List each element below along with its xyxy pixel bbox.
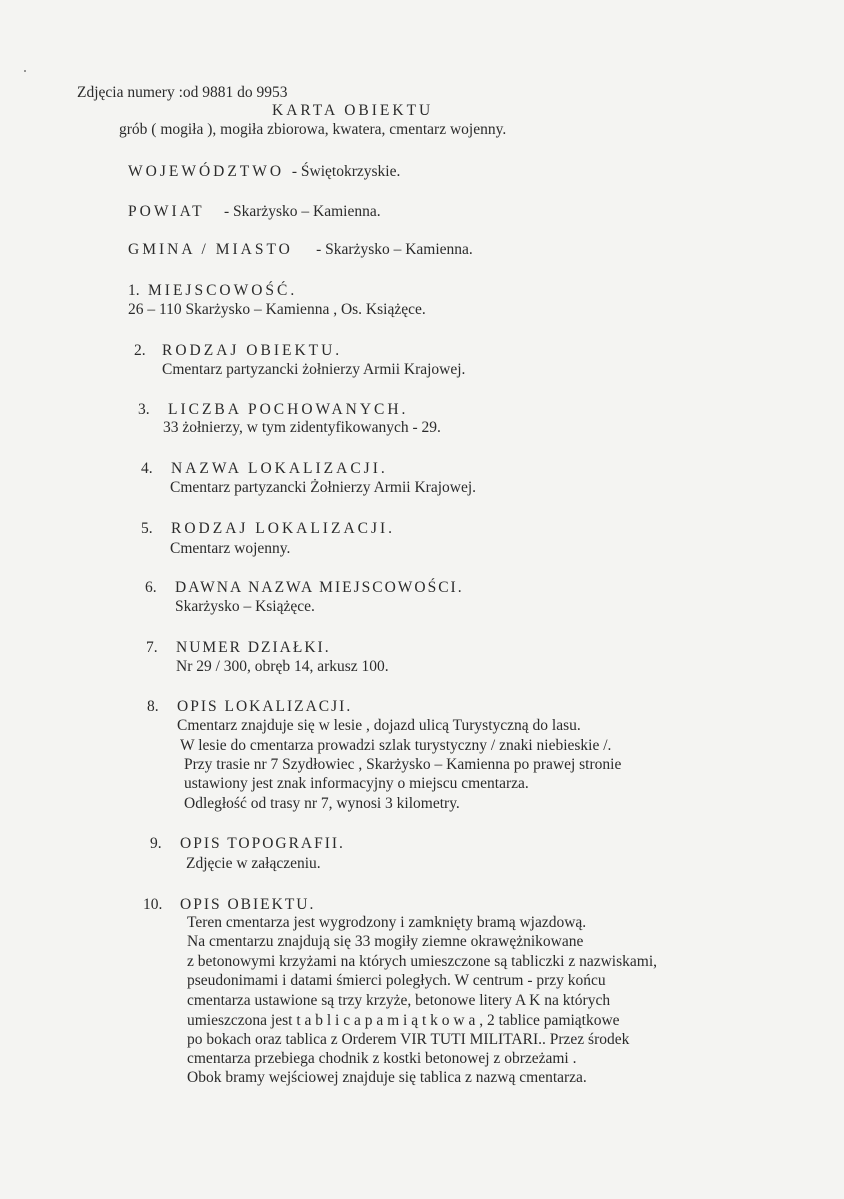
section-10-line-3: z betonowymi krzyżami na których umieszczone są tabliczki z nazwiskami, [187, 953, 657, 970]
county-label: POWIAT [128, 203, 205, 220]
section-6-number: 6. [145, 579, 157, 596]
section-6-title: DAWNA NAZWA MIEJSCOWOŚCI. [175, 579, 464, 596]
section-9-number: 9. [150, 835, 162, 852]
section-10-line-1: Teren cmentarza jest wygrodzony i zamknięty bramą wjazdową. [187, 914, 587, 931]
section-4-title: NAZWA LOKALIZACJI. [171, 460, 388, 477]
section-4-number: 4. [141, 460, 153, 477]
section-5-number: 5. [141, 520, 153, 537]
scan-speck [24, 70, 26, 72]
section-5-title: RODZAJ LOKALIZACJI. [171, 520, 396, 537]
section-7-line: Nr 29 / 300, obręb 14, arkusz 100. [176, 658, 389, 675]
section-8-line-1: Cmentarz znajduje się w lesie , dojazd ulicą Turystyczną do lasu. [177, 717, 581, 734]
voivodeship-label: WOJEWÓDZTWO [128, 163, 285, 180]
section-2-line: Cmentarz partyzancki żołnierzy Armii Krajowej. [162, 361, 466, 378]
section-10-line-9: Obok bramy wejściowej znajduje się tablica z nazwą cmentarza. [187, 1069, 587, 1086]
section-3-line: 33 żołnierzy, w tym zidentyfikowanych - 29. [163, 419, 441, 436]
section-8-line-3: Przy trasie nr 7 Szydłowiec , Skarżysko – Kamienna po prawej stronie [184, 756, 622, 773]
document-title: KARTA OBIEKTU [272, 102, 434, 119]
municipality-row [128, 241, 473, 259]
section-1-title: MIEJSCOWOŚĆ. [148, 282, 298, 299]
section-2-title: RODZAJ OBIEKTU. [162, 342, 343, 359]
municipality-value: - Skarżysko – Kamienna. [316, 241, 473, 258]
section-1-number: 1. [128, 282, 140, 299]
section-1-line: 26 – 110 Skarżysko – Kamienna , Os. Książęce. [128, 301, 426, 318]
section-4-heading [141, 460, 388, 478]
section-10-line-4: pseudonimami i datami śmierci poległych. W centrum - przy końcu [187, 972, 606, 989]
section-1-heading [128, 282, 297, 300]
section-9-title: OPIS TOPOGRAFII. [180, 835, 345, 852]
section-10-line-8: cmentarza przebiega chodnik z kostki betonowej z obrzeżami . [187, 1050, 577, 1067]
section-5-heading [141, 520, 395, 538]
section-7-number: 7. [146, 639, 158, 656]
county-value: - Skarżysko – Kamienna. [223, 203, 381, 220]
section-8-heading [147, 698, 352, 716]
municipality-label: GMINA / MIASTO [128, 241, 293, 258]
section-10-line-2: Na cmentarzu znajdują się 33 mogiły ziemne okrawężnikowane [187, 933, 584, 950]
section-8-number: 8. [147, 698, 159, 715]
document-subtitle: grób ( mogiła ), mogiła zbiorowa, kwatera, cmentarz wojenny. [119, 121, 507, 138]
section-6-line: Skarżysko – Książęce. [175, 598, 315, 615]
photo-numbers: Zdjęcia numery :od 9881 do 9953 [77, 84, 288, 101]
section-4-line: Cmentarz partyzancki Żołnierzy Armii Krajowej. [170, 479, 477, 496]
section-9-heading [150, 835, 345, 853]
section-3-title: LICZBA POCHOWANYCH. [168, 401, 409, 418]
section-8-title: OPIS LOKALIZACJI. [177, 698, 353, 715]
section-9-line: Zdjęcie w załączeniu. [186, 855, 321, 872]
section-8-line-2: W lesie do cmentarza prowadzi szlak turystyczny / znaki niebieskie /. [180, 737, 612, 754]
section-5-line: Cmentarz wojenny. [170, 540, 291, 557]
section-7-heading [146, 639, 331, 657]
section-3-heading [138, 401, 408, 419]
section-10-number: 10. [143, 896, 163, 913]
section-2-heading [134, 342, 342, 360]
section-3-number: 3. [138, 401, 150, 418]
section-2-number: 2. [134, 342, 146, 359]
section-8-line-4: ustawiony jest znak informacyjny o miejscu cmentarza. [184, 775, 529, 792]
section-6-heading [145, 579, 464, 597]
voivodeship-value: - Świętokrzyskie. [291, 163, 401, 180]
section-10-line-5: cmentarza ustawione są trzy krzyże, betonowe litery A K na których [187, 992, 611, 1009]
section-10-line-6: umieszczona jest t a b l i c a p a m i ą t k o w a , 2 tablice pamiątkowe [187, 1012, 620, 1029]
county-row [128, 203, 381, 221]
section-8-line-5: Odległość od trasy nr 7, wynosi 3 kilometry. [184, 795, 460, 812]
section-10-heading [143, 896, 315, 914]
section-7-title: NUMER DZIAŁKI. [176, 639, 331, 656]
section-10-title: OPIS OBIEKTU. [180, 896, 316, 913]
voivodeship-row [128, 163, 400, 181]
section-10-line-7: po bokach oraz tablica z Orderem VIR TUTI MILITARI.. Przez środek [187, 1031, 630, 1048]
